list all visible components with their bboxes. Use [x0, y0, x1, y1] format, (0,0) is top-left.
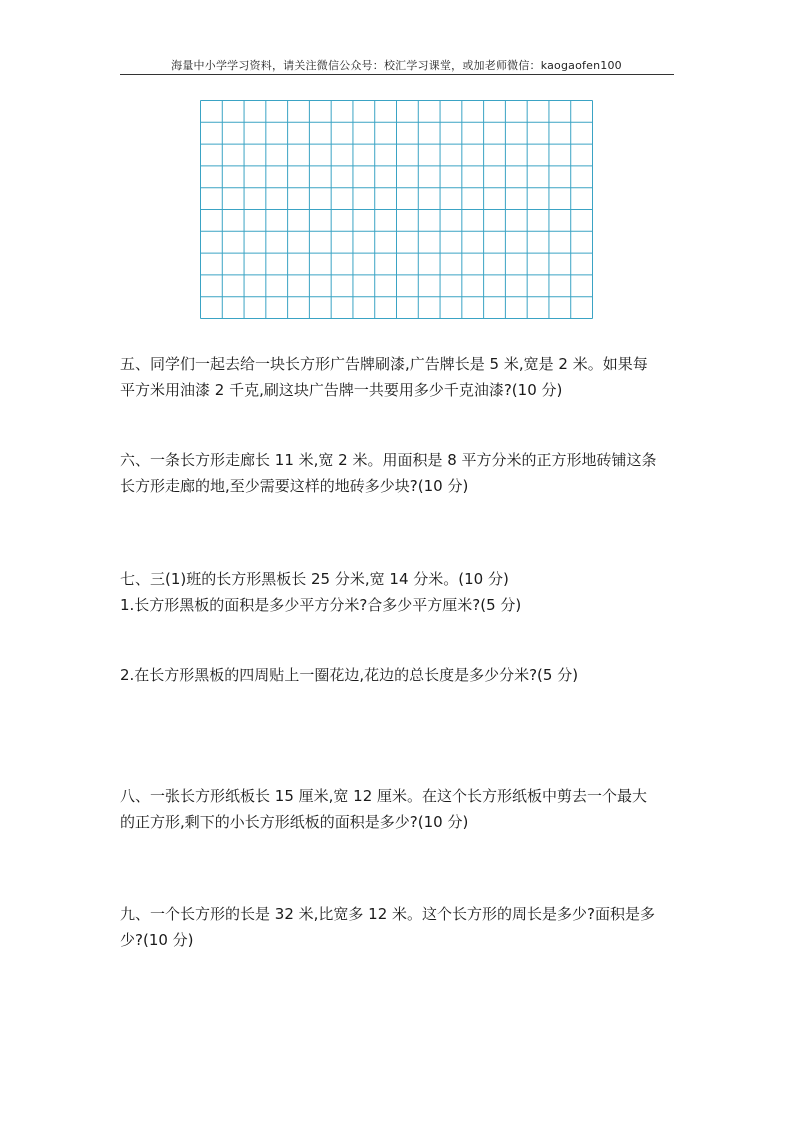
question-7-sub-1: 1.长方形黑板的面积是多少平方分米?合多少平方厘米?(5 分) — [120, 596, 522, 614]
question-7 — [120, 566, 680, 618]
question-7-sub-2: 2.在长方形黑板的四周贴上一圈花边,花边的总长度是多少分米?(5 分) — [120, 666, 579, 684]
question-8-line-1: 八、一张长方形纸板长 15 厘米,宽 12 厘米。在这个长方形纸板中剪去一个最大 — [120, 787, 648, 805]
square-grid — [200, 100, 593, 319]
question-8 — [120, 783, 680, 835]
question-6-line-2: 长方形走廊的地,至少需要这样的地砖多少块?(10 分) — [120, 477, 469, 495]
question-7-part-2 — [120, 662, 680, 688]
question-5 — [120, 351, 680, 403]
question-9-line-2: 少?(10 分) — [120, 931, 194, 949]
page-header: 海量中小学学习资料，请关注微信公众号：校汇学习课堂，或加老师微信：kaogaofen100 — [171, 59, 622, 72]
question-5-line-2: 平方米用油漆 2 千克,刷这块广告牌一共要用多少千克油漆?(10 分) — [120, 381, 563, 399]
question-6 — [120, 447, 680, 499]
question-9 — [120, 901, 680, 953]
question-7-line-1: 七、三(1)班的长方形黑板长 25 分米,宽 14 分米。(10 分) — [120, 570, 509, 588]
question-5-line-1: 五、同学们一起去给一块长方形广告牌刷漆,广告牌长是 5 米,宽是 2 米。如果每 — [120, 355, 648, 373]
question-8-line-2: 的正方形,剩下的小长方形纸板的面积是多少?(10 分) — [120, 813, 469, 831]
question-9-line-1: 九、一个长方形的长是 32 米,比宽多 12 米。这个长方形的周长是多少?面积是多 — [120, 905, 655, 923]
question-6-line-1: 六、一条长方形走廊长 11 米,宽 2 米。用面积是 8 平方分米的正方形地砖铺这条 — [120, 451, 657, 469]
header-divider — [120, 74, 674, 75]
